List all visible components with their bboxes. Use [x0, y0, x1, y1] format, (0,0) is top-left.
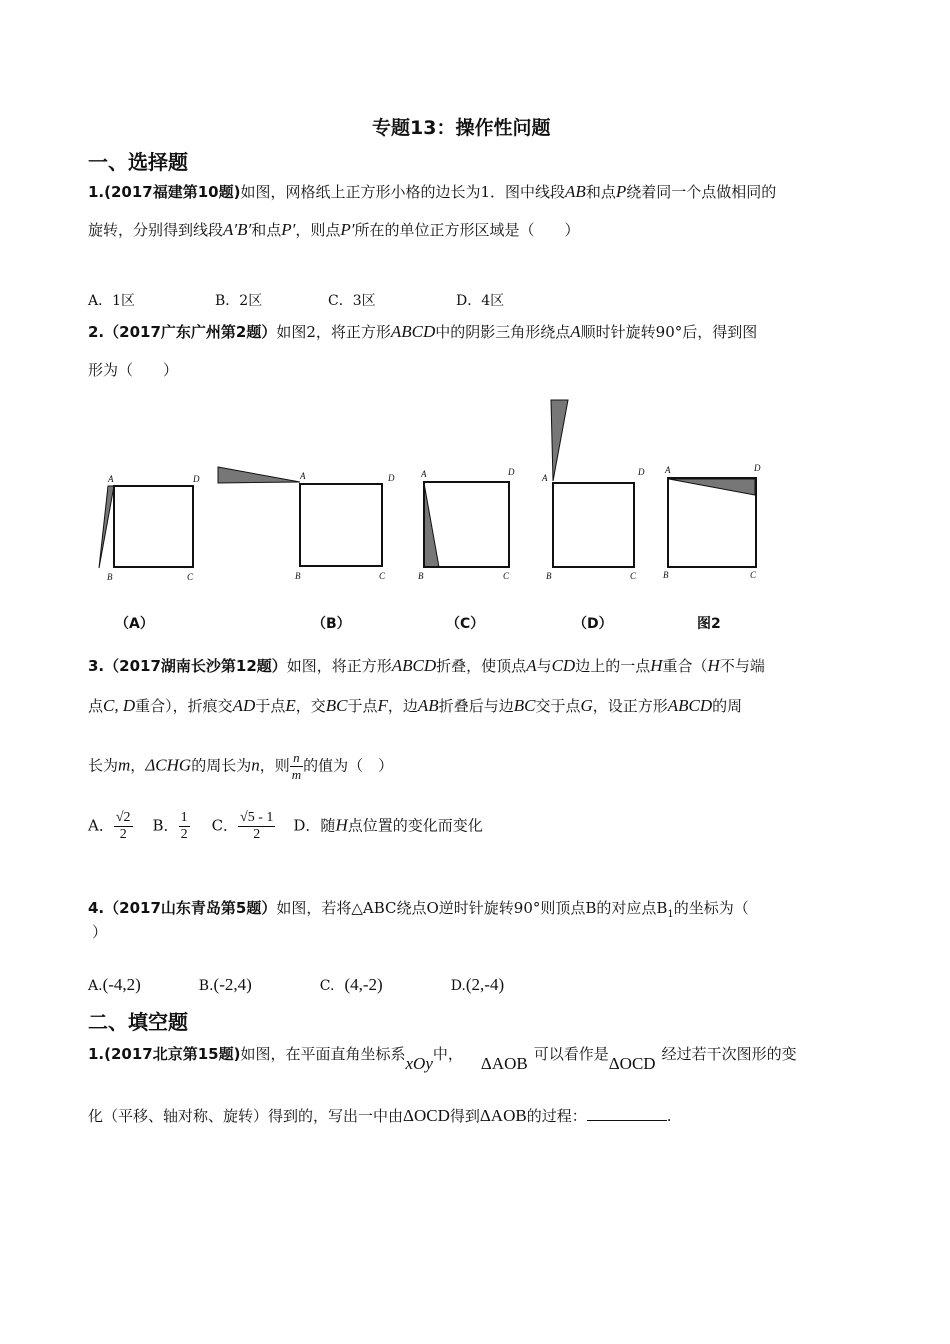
figure-option-b: [218, 467, 395, 581]
label-b: B: [546, 571, 552, 581]
q3-math: A: [526, 656, 537, 675]
q3-line2: [88, 696, 742, 716]
q1-math-ab-prime: A′B′: [223, 220, 252, 239]
label-d: D: [388, 473, 395, 483]
q4-text: 的坐标为（: [673, 899, 749, 917]
q3-option-d: D．随: [293, 816, 336, 835]
q3-math: F: [377, 696, 388, 715]
q3-text: 重合（: [662, 657, 708, 675]
q3-option-c: C．: [211, 816, 239, 835]
q3-text: ，: [130, 756, 146, 775]
section-heading-fill: 二、填空题: [88, 1010, 188, 1034]
q3-text: 折叠后与边: [438, 697, 514, 715]
q3-text: ，边: [387, 697, 418, 715]
label-a: A: [300, 471, 306, 481]
q3-text: 不与端: [719, 657, 765, 675]
f1-text: 得到: [449, 1107, 480, 1125]
q3-line1: [88, 656, 765, 676]
q3-text: 点: [88, 697, 104, 715]
f1-line1: [88, 1044, 797, 1073]
f1-math: ΔOCD: [608, 1054, 656, 1073]
label-a: A: [665, 465, 671, 475]
q3-math: E: [285, 696, 296, 715]
q3-text: 折叠，使顶点: [436, 657, 527, 675]
label-c: C: [750, 570, 757, 580]
figure-option-d: [541, 400, 645, 581]
q3-math: H: [650, 656, 663, 675]
label-c: C: [630, 571, 637, 581]
q3-option-a-fraction: $\frac{√2}{2}$: [115, 810, 131, 842]
q2-text: 中的阴影三角形绕点: [435, 323, 571, 341]
caption-b: （B）: [312, 616, 351, 632]
q3-text: 与: [536, 657, 552, 675]
q4-option-b-value: (-2,4): [213, 975, 252, 994]
q2-line1: [88, 322, 757, 342]
q3-text: 长为: [88, 756, 119, 775]
f1-number: 1.: [88, 1045, 105, 1063]
q1-text: 和点: [585, 183, 616, 201]
q1-option-d: D．4区: [456, 293, 505, 309]
q4-line1: [88, 898, 749, 925]
q2-figure: [90, 395, 780, 590]
f1-source: (2017北京第15题): [104, 1045, 241, 1063]
q3-line3: [88, 750, 393, 783]
q1-option-a: A．1区: [88, 293, 136, 309]
q3-math: G: [580, 696, 593, 715]
label-a: A: [421, 469, 427, 479]
caption-fig2: 图2: [697, 616, 721, 632]
f1-text: 化（平移、轴对称、旋转）得到的，写出一中由: [88, 1107, 404, 1125]
label-b: B: [107, 572, 113, 582]
f1-text: 的过程：: [526, 1107, 587, 1125]
q3-source: （2017湖南长沙第12题）: [104, 657, 287, 675]
q3-text: 于点: [347, 697, 378, 715]
q1-text: 旋转，分别得到线段: [88, 221, 224, 239]
q2-source: （2017广东广州第2题）: [104, 323, 277, 341]
f1-math: ΔAOB: [480, 1054, 528, 1073]
q4-option-d: D.: [450, 978, 466, 994]
q1-number: 1.: [88, 183, 105, 201]
q3-math: m: [118, 755, 131, 775]
f1-text: 中，: [432, 1045, 463, 1063]
q3-text: 的周: [712, 697, 743, 715]
q1-line2: [88, 220, 580, 240]
q3-math: H: [707, 656, 720, 675]
label-b: B: [295, 571, 301, 581]
q3-text: 重合），折痕交: [135, 697, 233, 715]
q2-line2: 形为（ ）: [88, 361, 179, 379]
q3-math: H: [335, 815, 348, 835]
caption-d: （D）: [573, 616, 613, 632]
q4-option-c: C.: [319, 978, 335, 994]
q2-number: 2.: [88, 323, 105, 341]
q4-options: [88, 975, 504, 996]
q3-math: ABCD: [391, 656, 437, 675]
q1-math-p: P: [615, 182, 627, 201]
q1-math-p-prime: P′: [340, 220, 355, 239]
q3-math: n: [251, 755, 260, 775]
f1-math: xOy: [405, 1054, 433, 1073]
label-a: A: [108, 474, 114, 484]
f1-line2: [88, 1106, 671, 1126]
q3-text: 如图，将正方形: [286, 657, 392, 675]
q3-number: 3.: [88, 657, 105, 675]
q1-text: 所在的单位正方形区域是（ ）: [354, 221, 580, 239]
q3-text: ，交: [295, 697, 326, 715]
label-d: D: [508, 467, 515, 477]
q4-source: （2017山东青岛第5题）: [104, 899, 277, 917]
figure-option-a: [99, 474, 200, 582]
q3-text: 于点: [255, 697, 286, 715]
label-c: C: [503, 571, 510, 581]
label-d: D: [193, 474, 200, 484]
q4-option-c-value: (4,-2): [344, 975, 383, 994]
q3-option-b: B．: [152, 816, 179, 835]
q1-source: (2017福建第10题): [104, 183, 241, 201]
q3-text: 的周长为: [191, 756, 252, 775]
f1-math: ΔAOB: [479, 1106, 527, 1125]
f1-text: 可以看作是: [533, 1045, 609, 1063]
figure-option-c: [418, 467, 515, 581]
label-b: B: [418, 571, 424, 581]
q3-math: C, D: [103, 696, 136, 715]
label-c: C: [187, 572, 194, 582]
page-title: 专题13：操作性问题: [372, 117, 551, 139]
q4-line2: ）: [92, 923, 108, 941]
q1-text: 绕着同一个点做相同的: [626, 183, 777, 201]
q1-option-b: B．2区: [215, 293, 263, 309]
q4-number: 4.: [88, 899, 105, 917]
q3-text: ，设正方形: [592, 697, 668, 715]
q3-options: [88, 810, 483, 843]
q3-option-a: A．: [88, 816, 114, 835]
q1-math-ab: AB: [565, 182, 586, 201]
q4-option-b: B.: [198, 978, 214, 994]
label-d: D: [754, 463, 761, 473]
caption-c: （C）: [446, 616, 485, 632]
label-d: D: [638, 467, 645, 477]
q3-fraction: $\frac{n}{m}$: [291, 750, 302, 782]
q3-option-b-fraction: $\frac{1}{2}$: [180, 810, 188, 842]
q1-text: ，则点: [295, 221, 341, 239]
f1-answer-blank[interactable]: [587, 1106, 667, 1121]
q4-option-d-value: (2,-4): [465, 975, 505, 994]
f1-math: ΔOCD: [403, 1106, 450, 1125]
q2-text: 顺时针旋转90°后，得到图: [580, 323, 758, 341]
q3-text: 交于点: [535, 697, 581, 715]
f1-text: .: [666, 1107, 672, 1125]
q2-text: 如图2，将正方形: [276, 323, 391, 341]
q3-math: BC: [325, 696, 348, 715]
section-heading-choice: 一、选择题: [88, 150, 188, 174]
q1-text: 如图，网格纸上正方形小格的边长为1．图中线段: [240, 183, 566, 201]
q1-text: 和点: [251, 221, 282, 239]
q3-math: CD: [551, 656, 576, 675]
q4-option-a-value: (-4,2): [102, 975, 141, 994]
q3-math: BC: [513, 696, 536, 715]
q3-text: 点位置的变化而变化: [347, 816, 483, 835]
q4-option-a: A.: [88, 978, 103, 994]
f1-text: 经过若干次图形的变: [661, 1045, 797, 1063]
q3-math: AD: [232, 696, 256, 715]
q3-text: ，则: [259, 756, 290, 775]
q3-text: 的值为（ ）: [303, 756, 394, 775]
q1-option-c: C．3区: [328, 293, 376, 309]
figure-2: [663, 463, 761, 580]
q3-math: ABCD: [667, 696, 713, 715]
q3-math: ΔCHG: [145, 755, 192, 775]
label-c: C: [379, 571, 386, 581]
caption-a: （A）: [115, 616, 154, 632]
q2-math-abcd: ABCD: [390, 322, 436, 341]
q3-math: AB: [417, 696, 439, 715]
q1-math-p-prime: P′: [281, 220, 296, 239]
label-a: A: [542, 473, 548, 483]
q1-line1: [88, 182, 776, 202]
q4-subscript: 1: [667, 909, 674, 920]
q3-text: 边上的一点: [575, 657, 651, 675]
label-b: B: [663, 570, 669, 580]
q4-text: 如图，若将△ABC绕点O逆时针旋转90°则顶点B的对应点B: [276, 899, 668, 917]
f1-text: 如图，在平面直角坐标系: [240, 1045, 406, 1063]
q2-math-a: A: [570, 322, 581, 341]
q3-option-c-fraction: $\frac{√5 - 1}{2}$: [240, 810, 274, 842]
